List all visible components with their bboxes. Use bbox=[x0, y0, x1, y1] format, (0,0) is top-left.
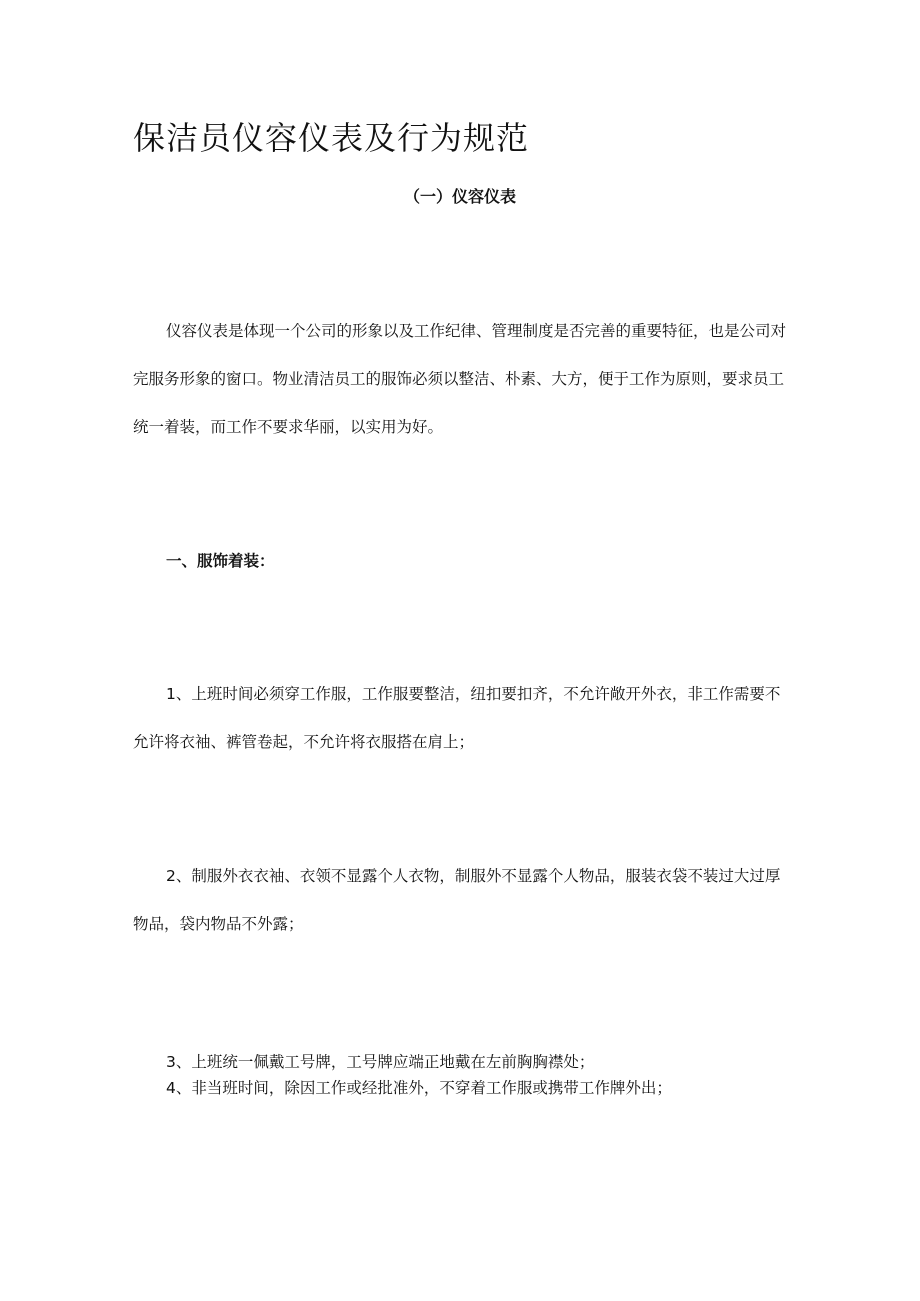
list-item: 3、上班统一佩戴工号牌，工号牌应端正地戴在左前胸胸襟处； bbox=[166, 1053, 595, 1071]
list-item-text: 1、上班时间必须穿工作服，工作服要整洁，纽扣要扣齐，不允许敞开外衣，非工作需要不允许将衣袖、裤管卷起，不允许将衣服搭在肩上； bbox=[133, 685, 781, 751]
list-item-text: 2、制服外衣衣袖、衣领不显露个人衣物，制服外不显露个人物品，服装衣袋不装过大过厚物品，袋内物品不外露； bbox=[133, 867, 781, 933]
list-item: 4、非当班时间，除因工作或经批准外，不穿着工作服或携带工作牌外出； bbox=[166, 1079, 672, 1097]
intro-paragraph bbox=[133, 307, 793, 451]
document-title: 保洁员仪容仪表及行为规范 bbox=[133, 119, 530, 157]
list-item bbox=[133, 670, 793, 766]
intro-paragraph-text: 仪容仪表是体现一个公司的形象以及工作纪律、管理制度是否完善的重要特征，也是公司对完服务形象的窗口。物业清洁员工的服饰必须以整洁、朴素、大方，便于工作为原则，要求员工统一着装，而工作不要求华丽，以实用为好。 bbox=[133, 322, 787, 436]
section-subtitle: （一）仪容仪表 bbox=[403, 187, 516, 206]
section-heading: 一、服饰着装： bbox=[166, 552, 275, 570]
list-item bbox=[133, 852, 793, 948]
